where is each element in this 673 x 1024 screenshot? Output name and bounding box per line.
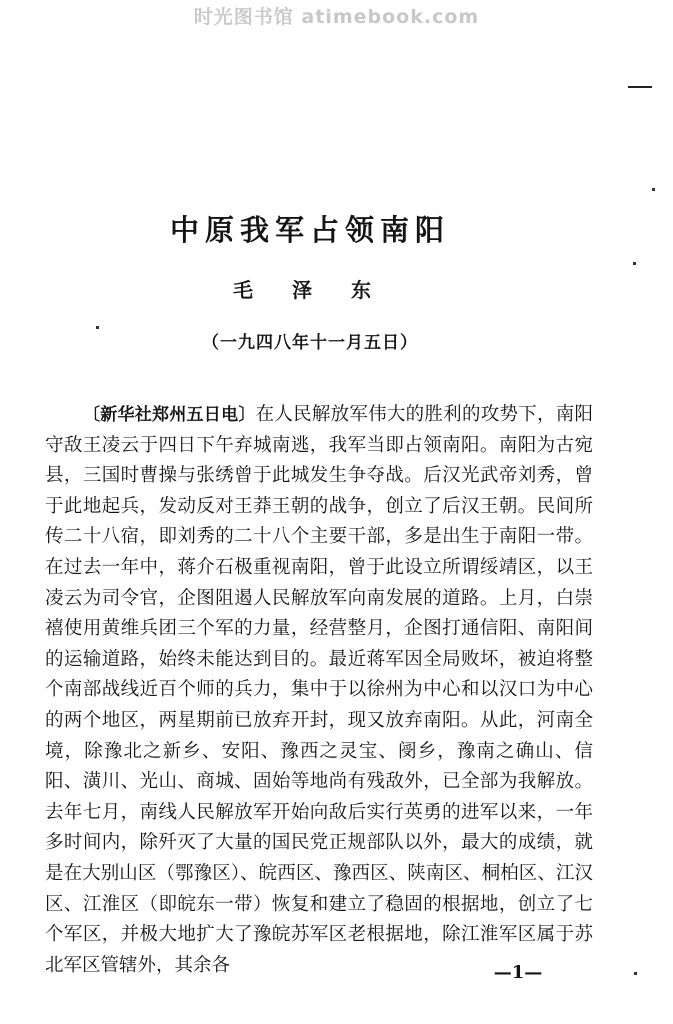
scan-speck — [633, 262, 636, 265]
article-body — [45, 400, 593, 981]
article-body-text: 在人民解放军伟大的胜利的攻势下，南阳守敌王凌云于四日下午弃城南逃，我军当即占领南阳。南阳为古宛县，三国时曹操与张绣曾于此城发生争夺战。后汉光武帝刘秀，曾于此地起兵，发动反对王莽王朝的战争，创立了后汉王朝。民间所传二十八宿，即刘秀的二十八个主要干部，多是出生于南阳一带。在过去一年中，蒋介石极重视南阳，曾于此设立所谓绥靖区，以王凌云为司令官，企图阻遏人民解放军向南发展的道路。上月，白崇禧使用黄维兵团三个军的力量，经营整月，企图打通信阳、南阳间的运输道路，始终未能达到目的。最近蒋军因全局败坏，被迫将整个南部战线近百个师的兵力，集中于以徐州为中心和以汉口为中心的两个地区，两星期前已放弃开封，现又放弃南阳。从此，河南全境，除豫北之新乡、安阳、豫西之灵宝、阌乡，豫南之确山、信阳、潢川、光山、商城、固始等地尚有残敌外，已全部为我解放。去年七月，南线人民解放军开始向敌后实行英勇的进军以来，一年多时间内，除歼灭了大量的国民党正规部队以外，最大的成绩，就是在大别山区（鄂豫区）、皖西区、豫西区、陕南区、桐柏区、江汉区、江淮区（即皖东一带）恢复和建立了稳固的根据地，创立了七个军区，并极大地扩大了豫皖苏军区老根据地，除江淮军区属于苏北军区管辖外，其余各 — [45, 404, 593, 976]
scan-speck — [634, 972, 637, 975]
margin-mark — [628, 86, 652, 88]
page-number: —1— — [493, 962, 543, 983]
article-dateline: 〔新华社郑州五日电〕 — [83, 405, 256, 425]
scan-speck — [652, 188, 655, 191]
article-title: 中原我军占领南阳 — [169, 213, 450, 247]
article-date: （一九四八年十一月五日） — [202, 333, 418, 353]
article-author: 毛 泽 东 — [233, 278, 387, 302]
watermark: 时光图书馆 atimebook.com — [193, 6, 480, 28]
